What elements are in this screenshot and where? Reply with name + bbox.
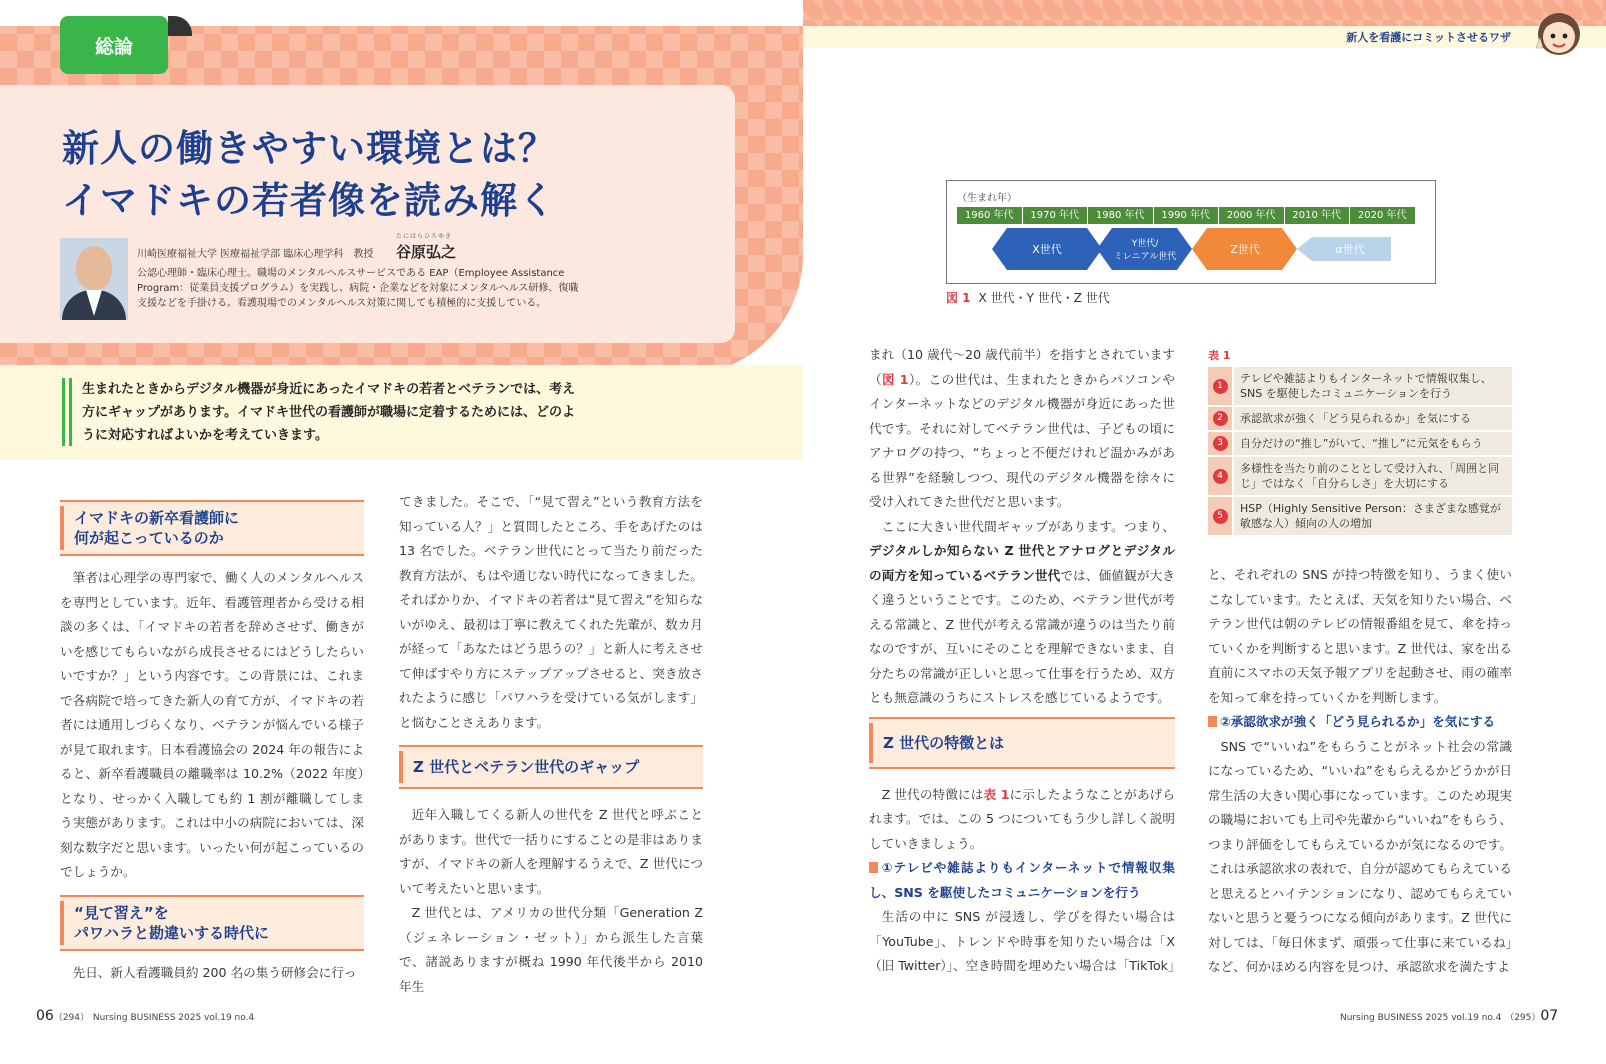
body-paragraph: SNS で“いいね”をもらうことがネット社会の常識になっているため、“いいね”をもらえるかどうかが日常生活の大きい関心事になっています。このため現実の職場においても上司や先輩から“いいね”をもらう、つまり評価をしてもらえているかが気になるのです。これは承認欲求の表れで、自分が認めてもらえていると思えるとハイテンションになり、認めてもらえていないと思うと憂うつになる傾向があります。Z 世代に対しては、「毎日休まず、頑張って仕事に来ているね」など、何かほめる内容を見つけ、承認欲求を満たすよ: [1208, 738, 1512, 974]
figure-caption: [946, 289, 1110, 306]
right-column-2: [1208, 563, 1512, 980]
section-heading-1-line-1: イマドキの新卒看護師に: [74, 509, 240, 527]
author-bio: 公認心理師・臨床心理士。職場のメンタルヘルスサービスである EAP（Employee Assistance Program：従業員支援プログラム）を実践し、病院・企業などを対象にメンタルヘルス研修、復職支援などを手掛ける。看護現場でのメンタルヘルス対策に関しても積極的に支援している。: [137, 268, 579, 309]
sub-heading-2: ②承認欲求が強く「どう見られるか」を気にする: [1208, 710, 1512, 735]
left-column-1: [60, 492, 364, 985]
mascot-nurse-icon: [1528, 4, 1588, 64]
figure-arrows: [947, 181, 1437, 285]
author-photo: [60, 238, 128, 320]
section-heading-1: [60, 500, 364, 556]
gen-y-label-1: Y世代/: [1131, 239, 1159, 249]
right-page: [803, 0, 1606, 1064]
mascot-eye-right: [1563, 34, 1568, 39]
section-heading-2: [60, 895, 364, 951]
body-paragraph: 生活の中に SNS が浸透し、学びを得たい場合は「YouTube」、トレンドや時事を知りたい場合は「X（旧 Twitter）」、空き時間を埋めたい場合は「TikTok」: [869, 909, 1181, 973]
table-row-text: 多様性を当たり前のこととして受け入れ、「周囲と同じ」ではなく「自分らしさ」を大切にする: [1234, 457, 1512, 495]
table-row-number: 3: [1208, 432, 1232, 455]
figure-year-cell: 1990 年代: [1154, 207, 1220, 224]
figure-1: [946, 180, 1436, 284]
figure-born-label: （生まれ年）: [957, 193, 1017, 204]
journal-name: Nursing BUSINESS 2025 vol.19 no.4: [92, 1013, 255, 1023]
gen-x-label: X世代: [1032, 243, 1062, 256]
sub-heading-1: ①テレビや雑誌よりもインターネットで情報収集し、SNS を駆使したコミュニケーションを行う: [869, 860, 1175, 900]
table-ref: 表 1: [983, 786, 1010, 802]
left-column-2: [399, 490, 703, 999]
sub-heading-square-icon: [869, 862, 878, 873]
table-row-text: HSP（Highly Sensitive Person：さまざまな感覚が敏感な人）傾向の人の増加: [1234, 497, 1512, 535]
author-affiliation: 川崎医療福祉大学 医療福祉学部 臨床心理学科 教授: [137, 249, 374, 260]
table-row-number: 2: [1208, 407, 1232, 430]
table-row-text: 承認欲求が強く「どう見られるか」を気にする: [1234, 407, 1512, 430]
article-title-line-2: イマドキの若者像を読み解く: [62, 179, 556, 222]
body-paragraph: Z 世代とは、アメリカの世代分類「Generation Z（ジェネレーション・ゼット）」から派生した言葉で、諸説ありますが概ね 1990 年代後半から 2010 年生: [399, 905, 703, 994]
gen-y-label-2: ミレニアル世代: [1113, 252, 1177, 262]
lead-bar: [62, 378, 65, 446]
table-row: [1208, 367, 1512, 405]
running-header-text: 新人を看護にコミットさせるワザ: [1346, 31, 1511, 44]
section-heading-2-line-1: “見て習え”を: [74, 903, 169, 922]
right-column-1: [869, 343, 1181, 979]
journal-name: Nursing BUSINESS 2025 vol.19 no.4: [1340, 1013, 1502, 1023]
gen-y-arrow: [1097, 228, 1192, 270]
figure-caption-label: 図 1: [946, 291, 971, 305]
mascot-eye-left: [1551, 34, 1556, 39]
section-heading-4-text: Z 世代の特徴とは: [883, 733, 1005, 752]
body-paragraph: Z 世代の特徴には表 1に示したようなことがあげられます。では、この 5 つについてもう少し詳しく説明していきましょう。: [869, 786, 1175, 851]
figure-ref: 図 1: [882, 371, 909, 387]
section-heading-1-line-2: 何が起こっているのか: [74, 529, 224, 547]
section-heading-2-line-2: パワハラと勘違いする時代に: [74, 923, 270, 942]
table-row: [1208, 457, 1512, 495]
table-1: [1208, 347, 1512, 537]
body-paragraph: 近年入職してくる新人の世代を Z 世代と呼ぶことがあります。世代で一括りにすることの是非はありますが、イマドキの新人を理解するうえで、Z 世代について考えたいと思います。: [399, 807, 703, 896]
figure-year-cell: 2020 年代: [1350, 207, 1416, 224]
page-number-sub: （294）: [53, 1013, 90, 1023]
table-row: [1208, 407, 1512, 430]
body-paragraph: 先日、新人看護職員約 200 名の集う研修会に行っ: [72, 964, 357, 980]
table-title: 表 1: [1208, 349, 1231, 362]
table-row-number: 4: [1208, 457, 1232, 495]
article-title-line-1: 新人の働きやすい環境とは？: [62, 127, 556, 170]
figure-year-cell: 1980 年代: [1088, 207, 1154, 224]
lead-bar-inner: [69, 378, 72, 446]
figure-caption-text: X 世代・Y 世代・Z 世代: [978, 291, 1110, 305]
figure-year-cell: 2010 年代: [1285, 207, 1351, 224]
lead-text: 生まれたときからデジタル機器が身近にあったイマドキの若者とベテランでは、考え方にギャップがあります。イマドキ世代の看護師が職場に定着するためには、どのように対応すればよいかを考えていきます。: [82, 382, 576, 443]
body-paragraph: まれ（10 歳代〜20 歳代前半）を指すとされています（図 1）。この世代は、生まれたときからパソコンやインターネットなどのデジタル機器が身近にあった世代です。それに対してベテラン世代は、子どもの頃にアナログの持つ、“ちょっと不便だけれど温かみがある世界”を経験しつつ、現代のデジタル機器を徐々に受け入れてきた世代だと思います。: [869, 347, 1175, 509]
right-footer: [1340, 1008, 1558, 1024]
figure-year-cell: 1970 年代: [1023, 207, 1089, 224]
table-row-text: テレビや雑誌よりもインターネットで情報収集し、SNS を駆使したコミュニケーションを行う: [1234, 367, 1512, 405]
table-row: [1208, 497, 1512, 535]
page-number-sub: （295）: [1505, 1013, 1541, 1023]
gen-alpha-label: α世代: [1335, 243, 1365, 256]
author-name-ruby: たにはらひろゆき: [396, 233, 453, 240]
table-row: [1208, 432, 1512, 455]
figure-year-cell: 2000 年代: [1219, 207, 1285, 224]
sub-heading-square-icon: [1208, 716, 1217, 727]
section-heading-4: [869, 717, 1175, 769]
category-tab: 総論: [60, 16, 168, 74]
body-paragraph: と、それぞれの SNS が持つ特徴を知り、うまく使いこなしています。たとえば、天気を知りたい場合、ベテラン世代は朝のテレビの情報番組を見て、傘を持っていくかを判断すると思います。Z 世代は、家を出る直前にスマホの天気予報アプリを起動させ、雨の確率を知って傘を持っていくかを判断します。: [1208, 567, 1512, 705]
author-name: 谷原弘之: [396, 243, 457, 261]
emphasis-text: デジタルしか知らない Z 世代とアナログとデジタルの両方を知っているベテラン世代: [869, 543, 1175, 583]
running-header-stripe: [803, 0, 1606, 26]
section-heading-3-text: Z 世代とベテラン世代のギャップ: [413, 758, 640, 776]
page-number: 07: [1540, 1008, 1559, 1024]
body-paragraph: てきました。そこで、「“見て習え”という教育方法を知っている人？」と質問したところ、手をあげたのは 13 名でした。ベテラン世代にとって当たり前だった教育方法が、もはや通じない時代になってきました。そればかりか、イマドキの若者は“見て習え”を知らないがゆえ、最初は丁寧に教えてくれた先輩が、数カ月が経って「あなたはどう思うの？」と新人に考えさせて伸ばすやり方にステップアップさせると、突き放されたように感じ「パワハラを受けている気がします」と悩むことさえあります。: [399, 494, 703, 730]
left-footer: [36, 1008, 254, 1024]
table-row-number: 1: [1208, 367, 1232, 405]
table-row-number: 5: [1208, 497, 1232, 535]
figure-year-cell: 1960 年代: [957, 207, 1023, 224]
body-paragraph: 筆者は心理学の専門家で、働く人のメンタルヘルスを専門としています。近年、看護管理者から受ける相談の多くは、「イマドキの若者を辞めさせず、働きがいを感じてもらいながら成長させるにはどうしたらいいですか？」という内容です。この背景には、これまで各病院で培ってきた新人の育て方が、イマドキの若者には通用しづらくなり、ベテランが悩んでいる様子が見て取れます。日本看護協会の 2024 年の報告によると、新卒看護職員の離職率は 10.2%（2022 年度）となり、せっかく入職しても約 1 割が離職してしまう実態があります。これは中小の病院においては、深刻な数字だと思います。いったい何が起こっているのでしょうか。: [60, 570, 364, 879]
body-paragraph: ここに大きい世代間ギャップがあります。つまり、デジタルしか知らない Z 世代とアナログとデジタルの両方を知っているベテラン世代では、価値観が大きく違うということです。このため、ベテラン世代が考える常識と、Z 世代が考える常識が違うのは当たり前なのですが、互いにそのことを理解できないまま、自分たちの常識が正しいと思って仕事を行うため、双方とも無意識のうちにストレスを感じているようです。: [869, 518, 1176, 705]
table-row-text: 自分だけの“推し”がいて、“推し”に元気をもらう: [1234, 432, 1512, 455]
page-number: 06: [36, 1008, 54, 1024]
gen-z-label: Z世代: [1230, 243, 1260, 256]
photo-head: [76, 246, 112, 290]
section-heading-3: [399, 745, 703, 789]
